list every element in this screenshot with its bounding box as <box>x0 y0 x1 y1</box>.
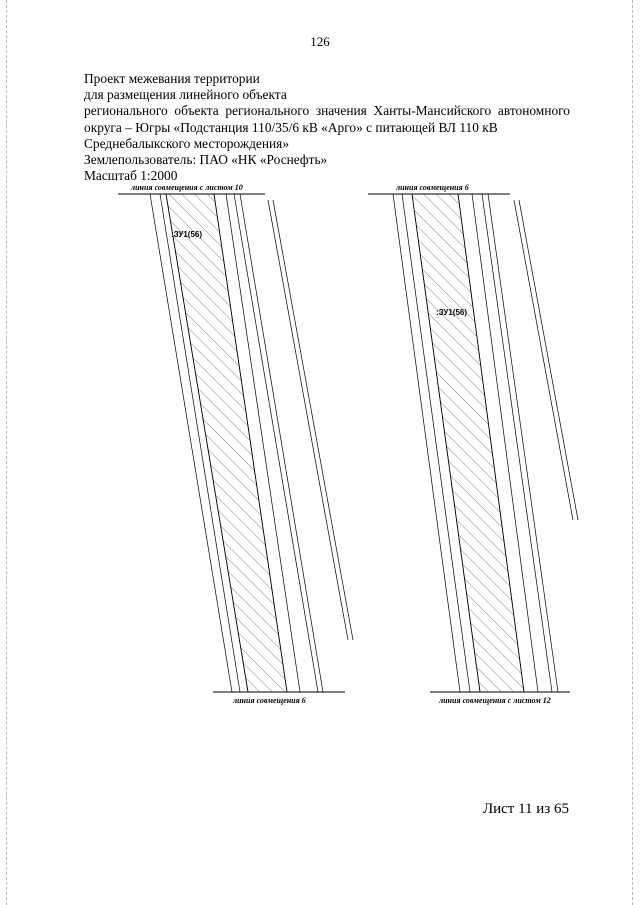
header-line: регионального объекта регионального значения Ханты-Мансийского автономного <box>84 103 570 119</box>
header-line: для размещения линейного объекта <box>84 87 287 103</box>
parcel-label: :ЗУ1(56) <box>171 230 203 239</box>
page-number: 126 <box>310 34 330 49</box>
match-line-label-top: линия совмещения с листом 10 <box>131 183 243 192</box>
match-line-label-bottom: линия совмещения 6 <box>233 696 306 705</box>
header-line: Землепользователь: ПАО «НК «Роснефть» <box>84 152 328 168</box>
map-fragment-left <box>118 183 353 705</box>
header-line: округа – Югры «Подстанция 110/35/6 кВ «Арго» с питающей ВЛ 110 кВ <box>84 119 498 135</box>
header-line: Проект межевания территории <box>84 71 260 86</box>
header-line: Масштаб 1:2000 <box>84 168 178 184</box>
match-line-label-bottom: линия совмещения с листом 12 <box>439 696 551 705</box>
parcel-area <box>166 194 287 692</box>
match-line-label-top: линия совмещения 6 <box>396 183 469 192</box>
sheet-number: Лист 11 из 65 <box>482 801 569 817</box>
map-fragment-right <box>368 183 578 705</box>
parcel-label: :ЗУ1(56) <box>436 308 468 317</box>
header-line: Среднебалыкского месторождения» <box>84 135 290 151</box>
